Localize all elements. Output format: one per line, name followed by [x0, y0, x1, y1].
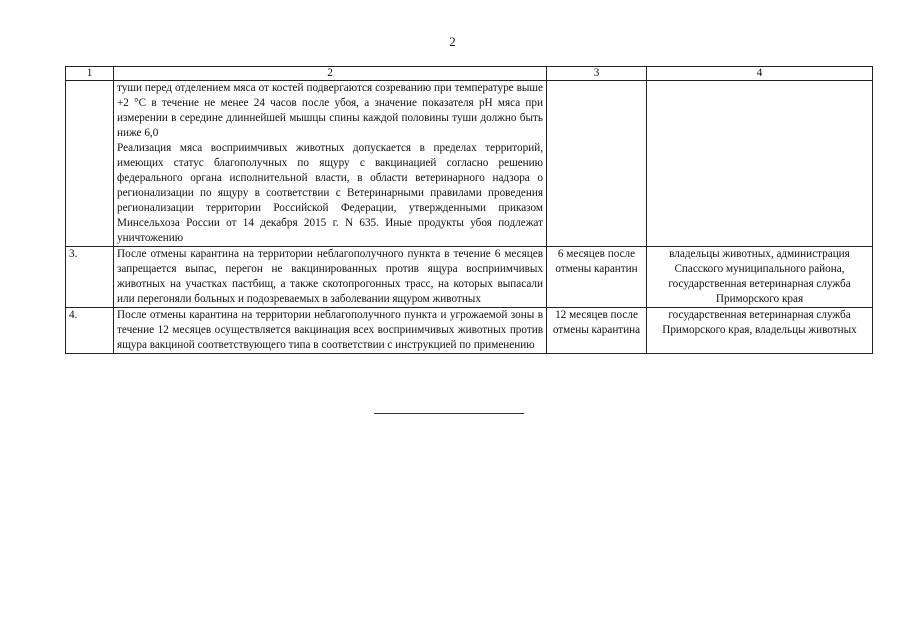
measure-term: 12 месяцев после отмены карантина [547, 308, 647, 354]
row-number: 4. [66, 308, 114, 354]
row-number [66, 81, 114, 247]
measure-paragraph: туши перед отделением мяса от костей подвергаются созреванию при температуре выше +2 °С в течение не менее 24 часов после убоя, а значение показателя pH мяса при измерении в середине длиннейшей мышцы спины каждой половины туши должно быть ниже 6,0 [117, 82, 543, 139]
measures-table [65, 66, 873, 354]
page-number: 2 [449, 34, 456, 49]
row-number: 3. [66, 247, 114, 308]
measure-responsible [647, 81, 873, 247]
table-row [66, 81, 873, 247]
column-header-4: 4 [647, 67, 873, 81]
table-row [66, 308, 873, 354]
measure-paragraph: Реализация мяса восприимчивых животных допускается в пределах территорий, имеющих статус благополучных по ящуру с вакцинацией согласно решению федерального органа исполнительной власти, в области ветеринарного надзора о регионализации по ящуру в соответствии с Ветеринарными правилами проведения регионализации территории Российской Федерации, утвержденными приказом Минсельхоза России от 14 декабря 2015 г. N 635. Иные продукты убоя подлежат уничтожению [117, 142, 543, 244]
measure-paragraph: После отмены карантина на территории неблагополучного пункта в течение 6 месяцев запрещается выпас, перегон не вакцинированных против ящура восприимчивых животных на участках пастбищ, а также скотопрогонных трасс, на которых выпасали или перегоняли больных и подозреваемых в заболевании ящуром животных [117, 248, 543, 305]
column-header-1: 1 [66, 67, 114, 81]
measure-responsible: владельцы животных, администрация Спасского муниципального района, государственная ветеринарная служба Приморского края [647, 247, 873, 308]
measure-term: 6 месяцев после отмены карантин [547, 247, 647, 308]
measure-responsible: государственная ветеринарная служба Приморского края, владельцы животных [647, 308, 873, 354]
measure-description [114, 247, 547, 308]
end-divider-line [374, 413, 524, 414]
measure-description [114, 81, 547, 247]
measure-paragraph: После отмены карантина на территории неблагополучного пункта и угрожаемой зоны в течение 12 месяцев осуществляется вакцинация всех восприимчивых животных против ящура вакциной соответствующего типа в соответствии с инструкцией по применению [117, 309, 543, 351]
measure-description [114, 308, 547, 354]
column-header-2: 2 [114, 67, 547, 81]
table-row [66, 247, 873, 308]
measure-term [547, 81, 647, 247]
header-row [66, 67, 873, 81]
column-header-3: 3 [547, 67, 647, 81]
